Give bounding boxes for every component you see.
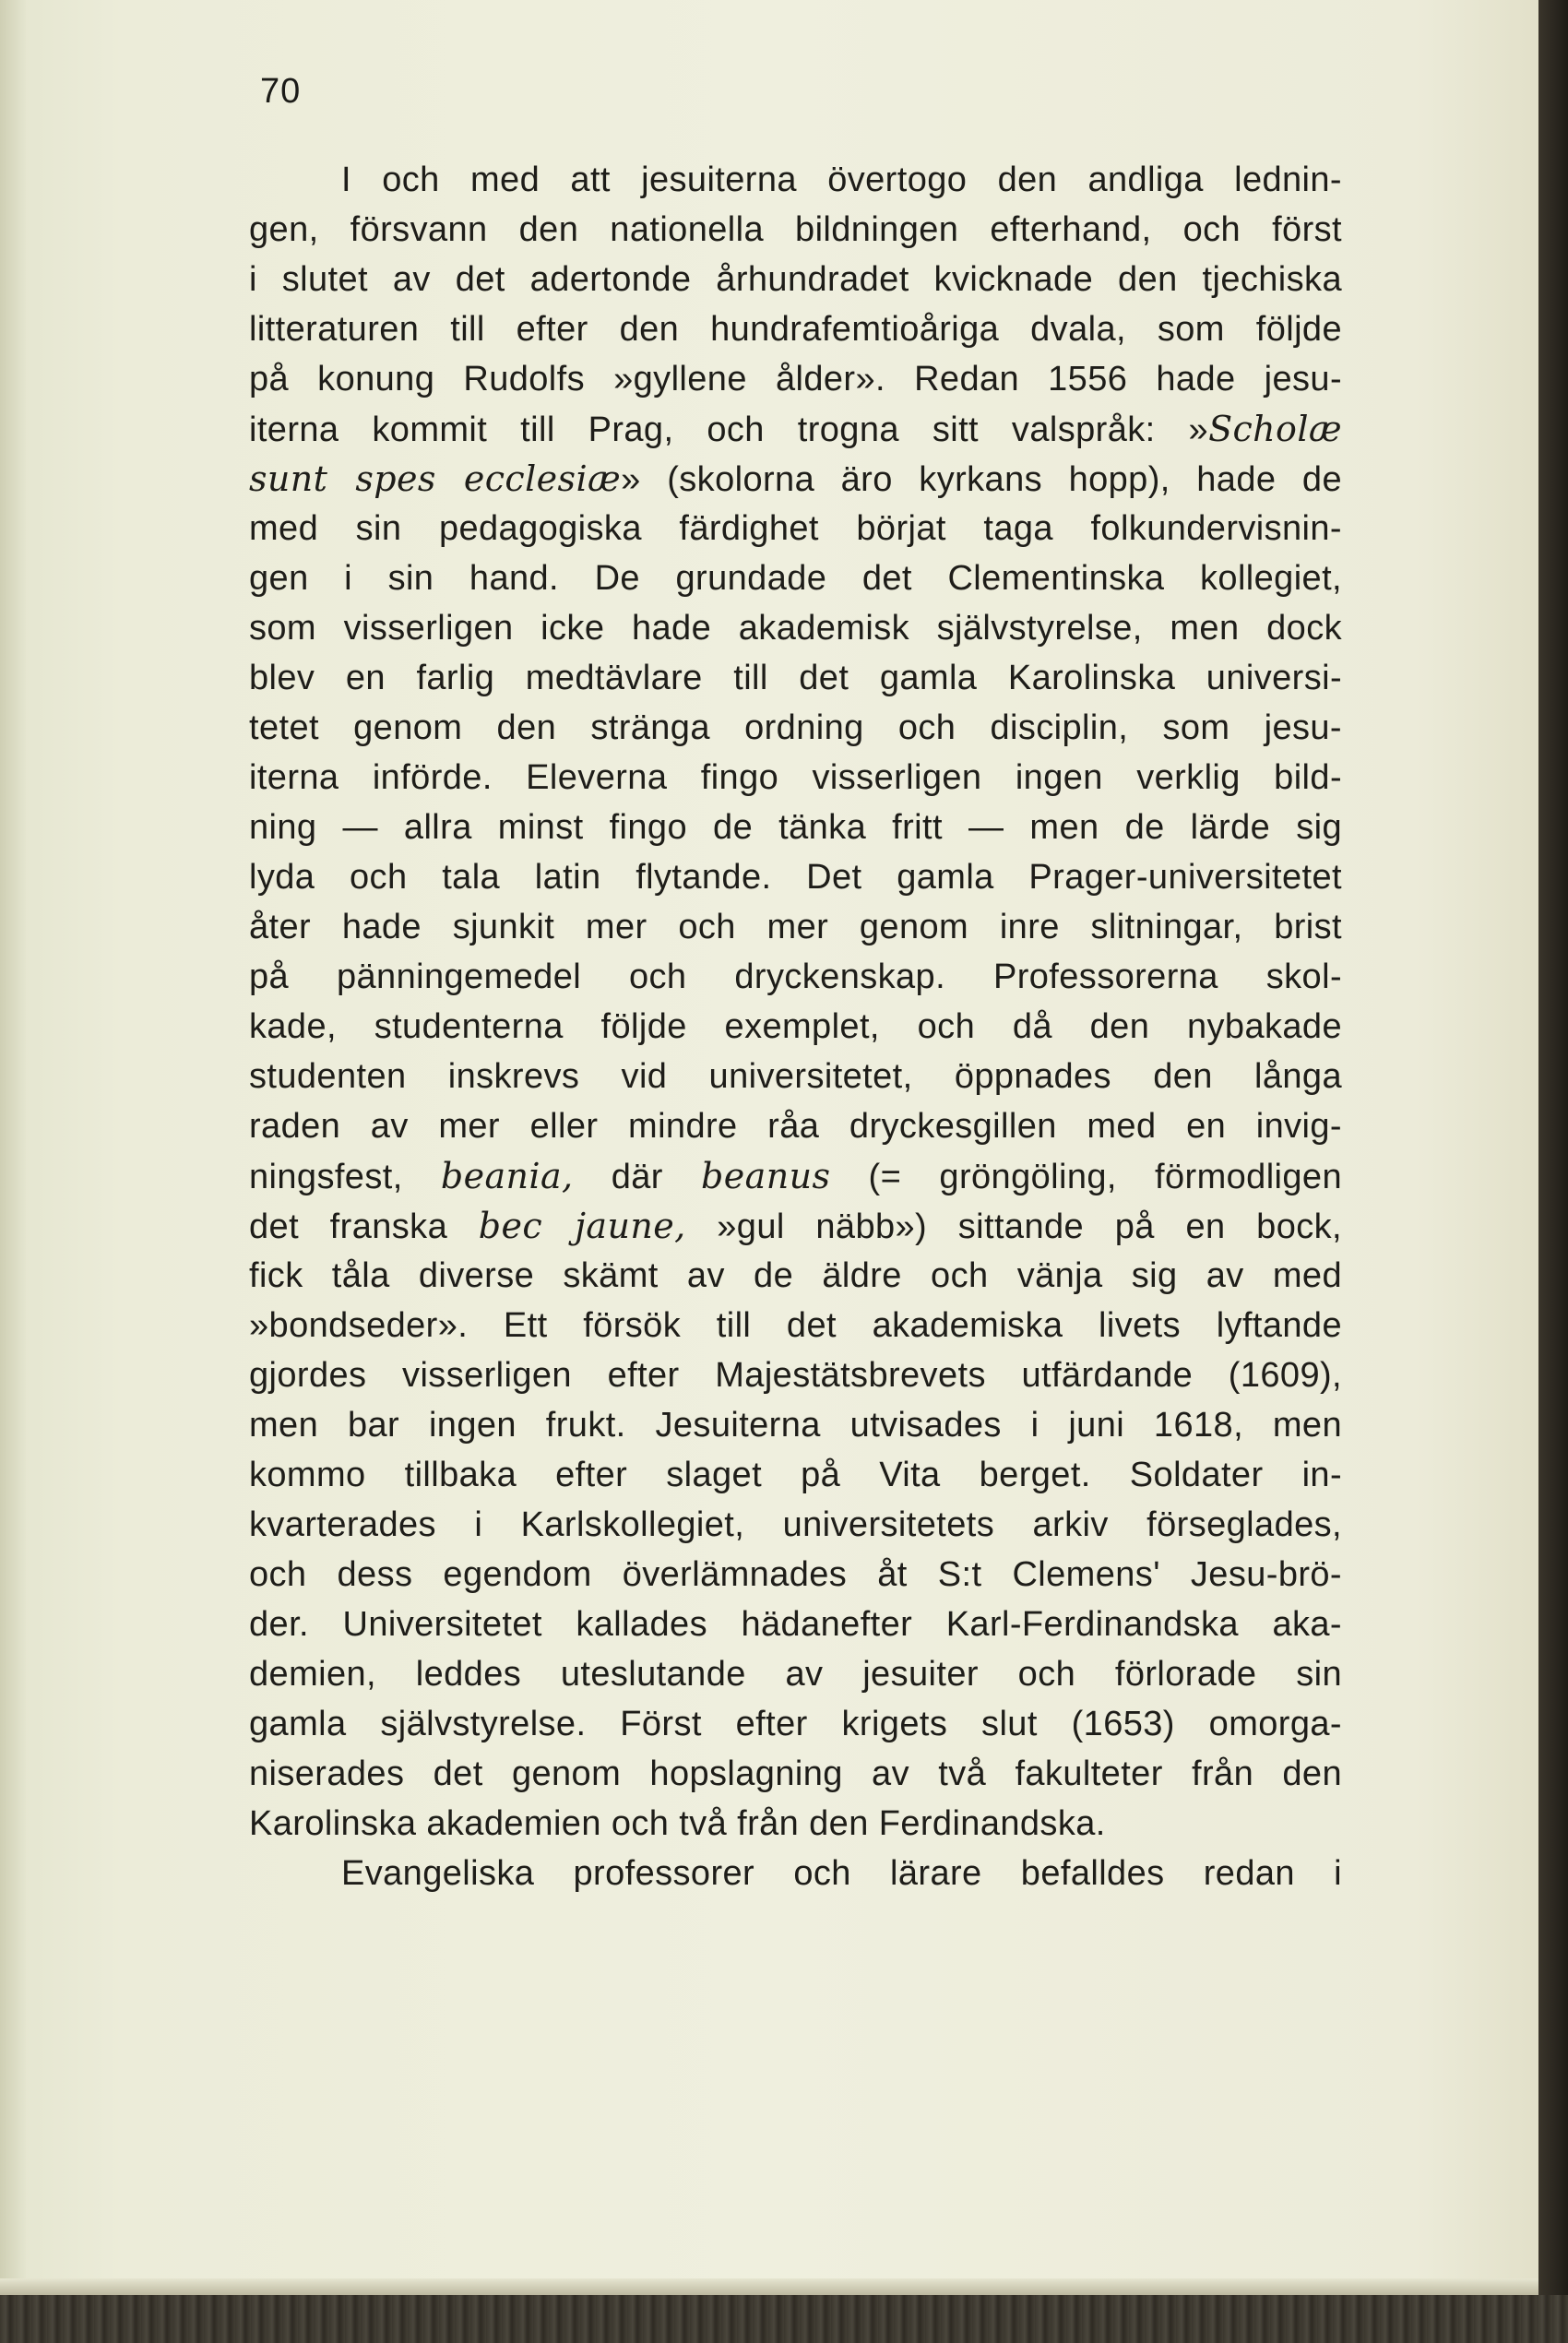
- text-line: lyda och tala latin flytande. Det gamla Prager-universitetet: [249, 858, 1342, 897]
- text-line: och dess egendom överlämnades åt S:t Clemens' Jesu-brö-: [249, 1555, 1342, 1594]
- text-line: iterna kommit till Prag, och trogna sitt valspråk: »Scholæ: [249, 409, 1342, 449]
- page-bottom-edge: [0, 2278, 1538, 2295]
- text-line: som visserligen icke hade akademisk självstyrelse, men dock: [249, 609, 1342, 648]
- text-line: I och med att jesuiterna övertogo den andliga lednin-: [341, 161, 1342, 199]
- body-text: [249, 155, 1342, 1898]
- text-line: fick tåla diverse skämt av de äldre och vänja sig av med: [249, 1256, 1342, 1295]
- scan-background: [0, 2295, 1568, 2343]
- text-line: studenten inskrevs vid universitetet, öppnades den långa: [249, 1057, 1342, 1096]
- latin-term: beania,: [440, 1156, 574, 1196]
- page-gutter-shadow: [0, 0, 26, 2295]
- text-line: litteraturen till efter den hundrafemtioåriga dvala, som följde: [249, 310, 1342, 349]
- text-line: kvarterades i Karlskollegiet, universitetets arkiv förseglades,: [249, 1505, 1342, 1544]
- text-line: Evangeliska professorer och lärare befalldes redan i: [341, 1854, 1342, 1893]
- text-line: i slutet av det adertonde århundradet kvicknade den tjechiska: [249, 260, 1342, 299]
- latin-term: beanus: [701, 1156, 831, 1196]
- text-line: demien, leddes uteslutande av jesuiter och förlorade sin: [249, 1655, 1342, 1694]
- latin-motto: sunt spes ecclesiæ: [249, 458, 622, 499]
- text-line: raden av mer eller mindre råa dryckesgillen med en invig-: [249, 1107, 1342, 1146]
- text-line: ning — allra minst fingo de tänka fritt — men de lärde sig: [249, 808, 1342, 847]
- text-line: men bar ingen frukt. Jesuiterna utvisades i juni 1618, men: [249, 1406, 1342, 1445]
- latin-motto: Scholæ: [1208, 409, 1342, 449]
- text-line: sunt spes ecclesiæ» (skolorna äro kyrkans hopp), hade de: [249, 458, 1343, 499]
- text-line: blev en farlig medtävlare till det gamla Karolinska universi-: [249, 659, 1342, 697]
- text-line: det franska bec jaune, »gul näbb») sittande på en bock,: [249, 1206, 1342, 1246]
- text-line: åter hade sjunkit mer och mer genom inre slitningar, brist: [249, 908, 1342, 946]
- text-line: gen, försvann den nationella bildningen efterhand, och först: [249, 210, 1342, 249]
- text-line: niserades det genom hopslagning av två fakulteter från den: [249, 1754, 1342, 1793]
- text-line: kade, studenterna följde exemplet, och då den nybakade: [249, 1007, 1342, 1046]
- text-line: »bondseder». Ett försök till det akademiska livets lyftande: [249, 1306, 1342, 1345]
- text-line: gjordes visserligen efter Majestätsbrevets utfärdande (1609),: [249, 1356, 1342, 1395]
- text-line: der. Universitetet kallades hädanefter Karl-Ferdinandska aka-: [249, 1605, 1342, 1644]
- page-number: 70: [260, 72, 302, 111]
- text-line: iterna införde. Eleverna fingo visserligen ingen verklig bild-: [249, 758, 1342, 797]
- text-line: Karolinska akademien och två från den Ferdinandska.: [249, 1804, 1106, 1843]
- french-term: bec jaune,: [478, 1206, 686, 1246]
- text-line: med sin pedagogiska färdighet börjat taga folkundervisnin-: [249, 509, 1342, 548]
- text-line: kommo tillbaka efter slaget på Vita berget. Soldater in-: [249, 1456, 1342, 1494]
- text-line: på konung Rudolfs »gyllene ålder». Redan 1556 hade jesu-: [249, 360, 1342, 398]
- text-line: gamla självstyrelse. Först efter krigets slut (1653) omorga-: [249, 1705, 1342, 1743]
- adjacent-page-edge: [1538, 0, 1568, 2343]
- text-line: gen i sin hand. De grundade det Clementinska kollegiet,: [249, 559, 1342, 598]
- text-line: tetet genom den stränga ordning och disciplin, som jesu-: [249, 708, 1342, 747]
- text-line: ningsfest, beania, där beanus (= gröngöling, förmodligen: [249, 1156, 1342, 1196]
- text-line: på pänningemedel och dryckenskap. Professorerna skol-: [249, 957, 1342, 996]
